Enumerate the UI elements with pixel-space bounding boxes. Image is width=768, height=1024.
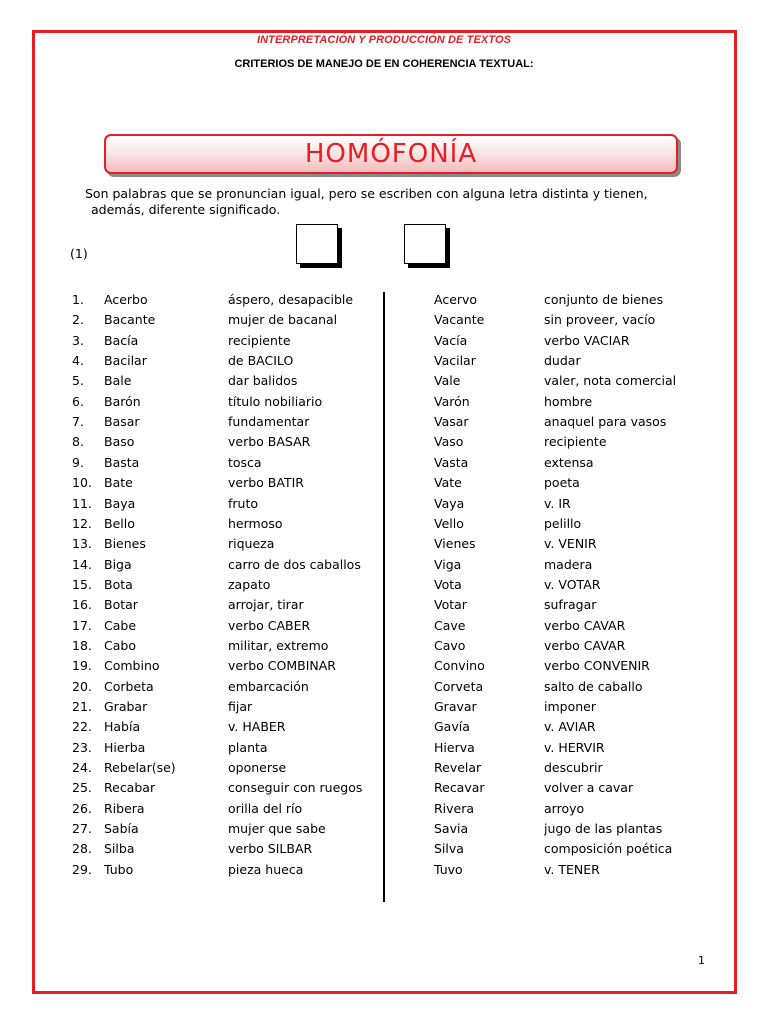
meaning-b: verbo BATIR bbox=[228, 475, 304, 491]
word-v: Savia bbox=[434, 821, 469, 837]
meaning-b: verbo CABER bbox=[228, 617, 311, 633]
meaning-b: mujer que sabe bbox=[228, 821, 326, 837]
word-b: Acerbo bbox=[104, 292, 148, 307]
item-number: 4. bbox=[72, 353, 84, 369]
word-b: Cabo bbox=[104, 637, 136, 653]
word-v: Vacía bbox=[434, 332, 468, 348]
item-number: 27. bbox=[72, 821, 92, 837]
meaning-v: v. VOTAR bbox=[544, 576, 601, 592]
meaning-v: verbo CAVAR bbox=[544, 617, 626, 633]
item-number: 7. bbox=[72, 414, 84, 430]
word-v: Cave bbox=[434, 617, 466, 633]
item-number: 29. bbox=[72, 861, 92, 877]
item-number: 1. bbox=[72, 292, 84, 307]
word-b: Bota bbox=[104, 576, 133, 592]
word-v: Varón bbox=[434, 393, 470, 409]
meaning-b: carro de dos caballos bbox=[228, 556, 361, 572]
word-v: Vasar bbox=[434, 414, 469, 430]
word-b: Corbeta bbox=[104, 678, 154, 694]
word-v: Gavía bbox=[434, 719, 470, 735]
word-b: Grabar bbox=[104, 699, 148, 714]
list-item bbox=[0, 475, 768, 495]
word-b: Ribera bbox=[104, 800, 145, 816]
word-v: Rivera bbox=[434, 800, 475, 816]
word-b: Basar bbox=[104, 414, 140, 430]
list-item bbox=[0, 638, 768, 658]
item-number: 24. bbox=[72, 760, 92, 776]
word-b: Baya bbox=[104, 495, 136, 511]
meaning-b: hermoso bbox=[228, 515, 283, 531]
word-v: Vate bbox=[434, 475, 462, 491]
list-item bbox=[0, 821, 768, 841]
meaning-v: imponer bbox=[544, 699, 596, 714]
meaning-b: zapato bbox=[228, 576, 271, 592]
topic-banner bbox=[104, 134, 678, 174]
criteria-heading: CRITERIOS DE MANEJO DE EN COHERENCIA TEXTUAL: bbox=[234, 58, 534, 70]
word-b: Bacante bbox=[104, 312, 156, 328]
meaning-v: anaquel para vasos bbox=[544, 414, 667, 430]
list-item bbox=[0, 536, 768, 556]
word-v: Vota bbox=[434, 576, 462, 592]
meaning-b: título nobiliario bbox=[228, 393, 323, 409]
item-number: 23. bbox=[72, 739, 92, 755]
list-item bbox=[0, 557, 768, 577]
word-b: Biga bbox=[104, 556, 132, 572]
item-number: 3. bbox=[72, 332, 84, 348]
word-b: Bello bbox=[104, 515, 135, 531]
word-v: Vacilar bbox=[434, 353, 476, 369]
meaning-b: fijar bbox=[228, 699, 253, 714]
item-number: 25. bbox=[72, 780, 92, 796]
word-b: Rebelar(se) bbox=[104, 760, 176, 776]
list-item bbox=[0, 434, 768, 454]
meaning-v: v. HERVIR bbox=[544, 739, 605, 755]
list-item bbox=[0, 760, 768, 780]
word-v: Hierva bbox=[434, 739, 475, 755]
meaning-b: militar, extremo bbox=[228, 637, 329, 653]
meaning-b: áspero, desapacible bbox=[228, 292, 354, 307]
meaning-b: de BACILO bbox=[228, 353, 294, 369]
word-b: Hierba bbox=[104, 739, 146, 755]
page-number: 1 bbox=[698, 954, 705, 967]
meaning-v: descubrir bbox=[544, 760, 603, 776]
word-v: Silva bbox=[434, 841, 464, 857]
word-b: Silba bbox=[104, 841, 135, 857]
meaning-v: v. TENER bbox=[544, 861, 600, 877]
item-number: 6. bbox=[72, 393, 84, 409]
meaning-v: extensa bbox=[544, 454, 594, 470]
course-title: INTERPRETACIÓN Y PRODUCCIÓN DE TEXTOS bbox=[256, 34, 512, 46]
meaning-b: tosca bbox=[228, 454, 262, 470]
word-v: Vaso bbox=[434, 434, 464, 450]
meaning-v: valer, nota comercial bbox=[544, 373, 677, 389]
meaning-b: verbo COMBINAR bbox=[228, 658, 336, 674]
word-b: Combino bbox=[104, 658, 160, 674]
list-item bbox=[0, 312, 768, 332]
list-item bbox=[0, 740, 768, 760]
item-number: 21. bbox=[72, 699, 92, 714]
meaning-v: v. VENIR bbox=[544, 536, 597, 552]
item-number: 5. bbox=[72, 373, 84, 389]
item-number: 2. bbox=[72, 312, 84, 328]
list-item bbox=[0, 862, 768, 882]
meaning-b: v. HABER bbox=[228, 719, 286, 735]
meaning-v: v. AVIAR bbox=[544, 719, 596, 735]
word-v: Corveta bbox=[434, 678, 484, 694]
topic-title: HOMÓFONÍA bbox=[304, 139, 478, 169]
word-b: Cabe bbox=[104, 617, 137, 633]
list-item bbox=[0, 516, 768, 536]
word-v: Vaya bbox=[434, 495, 465, 511]
meaning-b: fruto bbox=[228, 495, 259, 511]
list-item bbox=[0, 801, 768, 821]
meaning-v: poeta bbox=[544, 475, 580, 491]
word-b: Tubo bbox=[104, 861, 134, 877]
empty-answer-box-right bbox=[404, 224, 446, 264]
meaning-b: mujer de bacanal bbox=[228, 312, 338, 328]
meaning-v: conjunto de bienes bbox=[544, 292, 664, 307]
word-b: Bienes bbox=[104, 536, 146, 552]
word-b: Había bbox=[104, 719, 141, 735]
list-item bbox=[0, 292, 768, 312]
meaning-v: verbo CAVAR bbox=[544, 637, 626, 653]
meaning-b: riqueza bbox=[228, 536, 275, 552]
item-number: 19. bbox=[72, 658, 92, 674]
meaning-v: jugo de las plantas bbox=[544, 821, 663, 837]
word-v: Viga bbox=[434, 556, 462, 572]
meaning-v: pelillo bbox=[544, 515, 582, 531]
word-b: Bacía bbox=[104, 332, 139, 348]
empty-answer-box-left bbox=[296, 224, 338, 264]
definition-line-1: Son palabras que se pronuncian igual, pero se escriben con alguna letra distinta y tienen, bbox=[85, 186, 648, 201]
meaning-v: verbo CONVENIR bbox=[544, 658, 650, 674]
item-number: 26. bbox=[72, 800, 92, 816]
list-item bbox=[0, 353, 768, 373]
meaning-b: arrojar, tirar bbox=[228, 597, 304, 613]
word-b: Bate bbox=[104, 475, 133, 491]
meaning-b: recipiente bbox=[228, 332, 291, 348]
list-item bbox=[0, 455, 768, 475]
word-b: Basta bbox=[104, 454, 140, 470]
item-number: 22. bbox=[72, 719, 92, 735]
list-item bbox=[0, 597, 768, 617]
meaning-b: dar balidos bbox=[228, 373, 298, 389]
word-b: Bale bbox=[104, 373, 132, 389]
meaning-v: sin proveer, vacío bbox=[544, 312, 656, 328]
item-number: 17. bbox=[72, 617, 92, 633]
list-item bbox=[0, 373, 768, 393]
word-v: Vasta bbox=[434, 454, 469, 470]
meaning-v: madera bbox=[544, 556, 593, 572]
word-b: Baso bbox=[104, 434, 135, 450]
word-b: Botar bbox=[104, 597, 138, 613]
meaning-v: recipiente bbox=[544, 434, 607, 450]
word-v: Vale bbox=[434, 373, 461, 389]
word-v: Tuvo bbox=[434, 861, 463, 877]
meaning-v: verbo VACIAR bbox=[544, 332, 630, 348]
item-number: 10. bbox=[72, 475, 92, 491]
list-item bbox=[0, 658, 768, 678]
list-item bbox=[0, 496, 768, 516]
list-item bbox=[0, 679, 768, 699]
example-label: (1) bbox=[70, 246, 88, 261]
item-number: 15. bbox=[72, 576, 92, 592]
item-number: 11. bbox=[72, 495, 92, 511]
meaning-v: sufragar bbox=[544, 597, 597, 613]
item-number: 9. bbox=[72, 454, 84, 470]
list-item bbox=[0, 333, 768, 353]
meaning-b: verbo BASAR bbox=[228, 434, 311, 450]
meaning-b: oponerse bbox=[228, 760, 287, 776]
meaning-v: salto de caballo bbox=[544, 678, 643, 694]
meaning-v: v. IR bbox=[544, 495, 571, 511]
definition-paragraph bbox=[85, 186, 693, 218]
item-number: 16. bbox=[72, 597, 92, 613]
item-number: 8. bbox=[72, 434, 84, 450]
word-v: Cavo bbox=[434, 637, 466, 653]
meaning-b: fundamentar bbox=[228, 414, 310, 430]
word-b: Bacilar bbox=[104, 353, 147, 369]
meaning-b: orilla del río bbox=[228, 800, 303, 816]
list-item bbox=[0, 394, 768, 414]
meaning-b: pieza hueca bbox=[228, 861, 304, 877]
list-item bbox=[0, 780, 768, 800]
item-number: 12. bbox=[72, 515, 92, 531]
list-item bbox=[0, 699, 768, 719]
word-v: Vienes bbox=[434, 536, 476, 552]
meaning-b: embarcación bbox=[228, 678, 309, 694]
meaning-v: dudar bbox=[544, 353, 581, 369]
word-v: Vacante bbox=[434, 312, 485, 328]
item-number: 13. bbox=[72, 536, 92, 552]
meaning-b: planta bbox=[228, 739, 268, 755]
meaning-b: conseguir con ruegos bbox=[228, 780, 363, 796]
meaning-b: verbo SILBAR bbox=[228, 841, 313, 857]
word-b: Recabar bbox=[104, 780, 156, 796]
word-v: Gravar bbox=[434, 699, 477, 714]
word-b: Sabía bbox=[104, 821, 139, 837]
list-item bbox=[0, 414, 768, 434]
word-v: Acervo bbox=[434, 292, 478, 307]
item-number: 14. bbox=[72, 556, 92, 572]
list-item bbox=[0, 841, 768, 861]
meaning-v: arroyo bbox=[544, 800, 585, 816]
item-number: 20. bbox=[72, 678, 92, 694]
list-item bbox=[0, 719, 768, 739]
word-b: Barón bbox=[104, 393, 141, 409]
word-v: Convino bbox=[434, 658, 485, 674]
item-number: 28. bbox=[72, 841, 92, 857]
word-v: Recavar bbox=[434, 780, 485, 796]
list-item bbox=[0, 618, 768, 638]
meaning-v: composición poética bbox=[544, 841, 673, 857]
word-v: Vello bbox=[434, 515, 464, 531]
list-item bbox=[0, 577, 768, 597]
word-v: Revelar bbox=[434, 760, 482, 776]
meaning-v: hombre bbox=[544, 393, 593, 409]
meaning-v: volver a cavar bbox=[544, 780, 634, 796]
definition-line-2: además, diferente significado. bbox=[91, 202, 281, 217]
word-v: Votar bbox=[434, 597, 467, 613]
item-number: 18. bbox=[72, 637, 92, 653]
